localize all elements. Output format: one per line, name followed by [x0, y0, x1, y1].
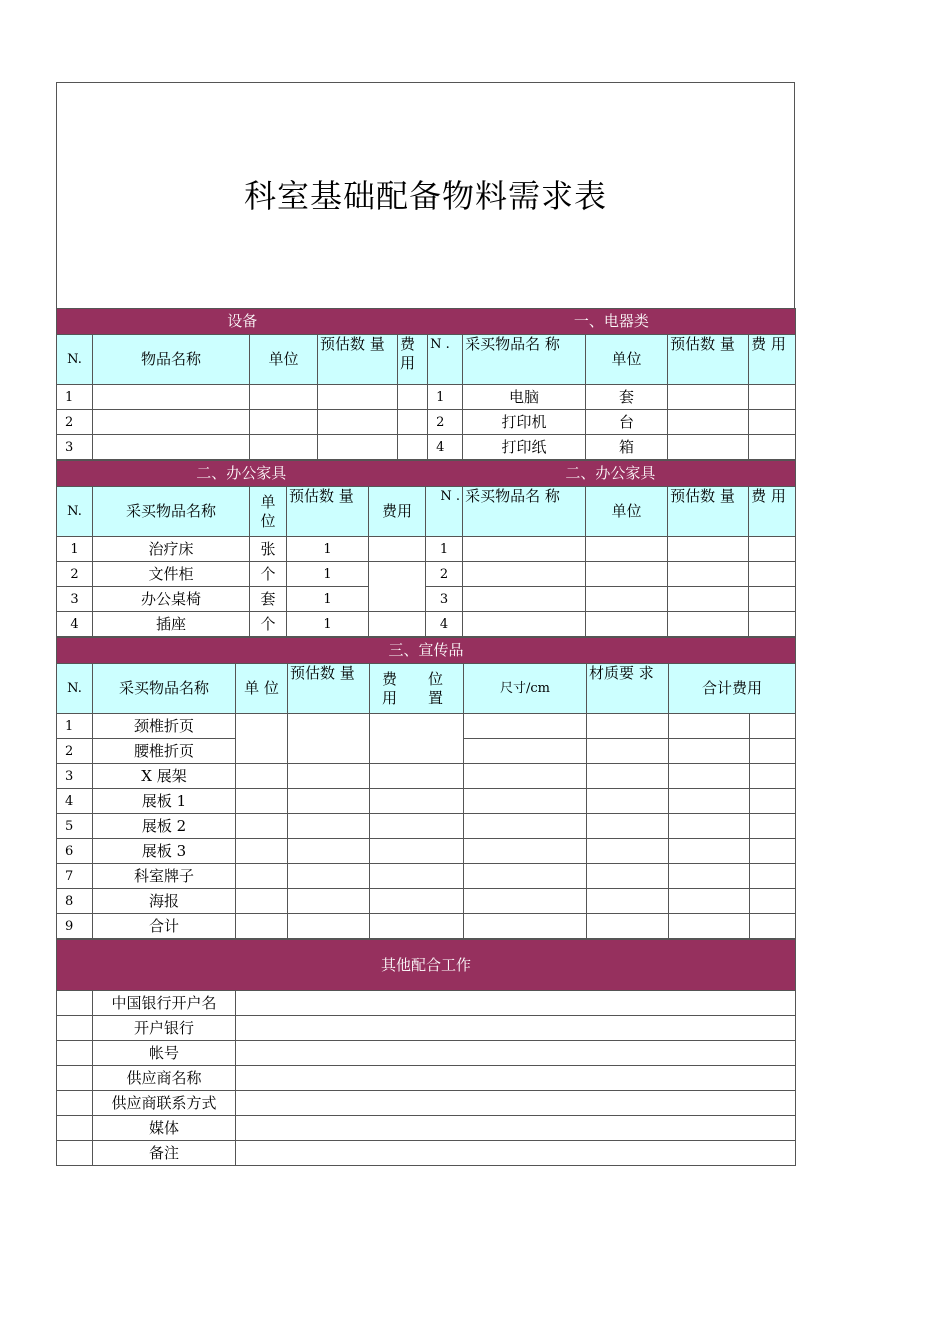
table-row: 2 2 打印机 台 — [57, 410, 796, 435]
field-value — [236, 991, 796, 1016]
col-no-2: N . — [426, 487, 463, 537]
table-row — [57, 1016, 796, 1041]
field-value — [236, 1141, 796, 1166]
col-cost-position — [370, 664, 464, 714]
table-row — [57, 1041, 796, 1066]
promotional-materials-table — [56, 637, 796, 939]
col-cost: 费 用 — [382, 669, 398, 707]
section-band — [57, 309, 796, 335]
col-item-2: 采买物品名 称 — [463, 335, 586, 385]
col-cost: 费 用 — [398, 335, 428, 385]
field-value — [236, 1041, 796, 1066]
field-label: 中国银行开户名 — [93, 991, 236, 1016]
section-title-equipment: 设备 — [57, 309, 428, 335]
col-qty: 预估数 量 — [287, 487, 369, 537]
table-row: 8 海报 — [57, 889, 796, 914]
form-sheet — [56, 82, 795, 1166]
field-label: 媒体 — [93, 1116, 236, 1141]
col-unit-2: 单位 — [586, 487, 668, 537]
col-unit: 单 位 — [250, 487, 287, 537]
field-label: 开户银行 — [93, 1016, 236, 1041]
col-cost: 费用 — [369, 487, 426, 537]
table-row: 2 腰椎折页 — [57, 739, 796, 764]
col-qty: 预估数 量 — [318, 335, 398, 385]
table-row: 7 科室牌子 — [57, 864, 796, 889]
col-size: 尺寸/cm — [464, 664, 587, 714]
col-cost-2: 费 用 — [749, 487, 796, 537]
field-value — [236, 1066, 796, 1091]
other-work-table — [56, 939, 796, 1166]
col-no: N. — [57, 664, 93, 714]
col-qty-2: 预估数 量 — [668, 487, 749, 537]
table-row — [57, 1091, 796, 1116]
col-item: 采买物品名称 — [93, 487, 250, 537]
table-row: 9 合计 — [57, 914, 796, 939]
section-band — [57, 461, 796, 487]
field-value — [236, 1091, 796, 1116]
section-title-promotional: 三、宣传品 — [57, 638, 796, 664]
title-area — [56, 82, 795, 308]
col-cost-2: 费 用 — [749, 335, 796, 385]
table-row: 6 展板 3 — [57, 839, 796, 864]
col-unit-2: 单位 — [586, 335, 668, 385]
section-band — [57, 638, 796, 664]
column-header-row — [57, 487, 796, 537]
field-label: 帐号 — [93, 1041, 236, 1066]
col-item-2: 采买物品名 称 — [463, 487, 586, 537]
table-row: 5 展板 2 — [57, 814, 796, 839]
table-row: 1 颈椎折页 — [57, 714, 796, 739]
table-row — [57, 1116, 796, 1141]
table-row: 1 1 电脑 套 — [57, 385, 796, 410]
page-title: 科室基础配备物料需求表 — [243, 176, 607, 215]
section-title-electrical: 一、电器类 — [428, 309, 796, 335]
section-title-furniture-right: 二、办公家具 — [426, 461, 796, 487]
col-item: 物品名称 — [93, 335, 250, 385]
col-item: 采买物品名称 — [93, 664, 236, 714]
col-position: 位 置 — [428, 669, 444, 707]
col-unit: 单 位 — [236, 664, 288, 714]
field-label: 供应商名称 — [93, 1066, 236, 1091]
table-row: 2 文件柜 个 1 2 — [57, 562, 796, 587]
col-qty: 预估数 量 — [288, 664, 370, 714]
field-value — [236, 1116, 796, 1141]
table-row: 3 X 展架 — [57, 764, 796, 789]
field-value — [236, 1016, 796, 1041]
table-row: 3 办公桌椅 套 1 3 — [57, 587, 796, 612]
table-row: 3 4 打印纸 箱 — [57, 435, 796, 460]
field-label: 供应商联系方式 — [93, 1091, 236, 1116]
col-material: 材质要 求 — [587, 664, 669, 714]
field-label: 备注 — [93, 1141, 236, 1166]
col-total-cost: 合计费用 — [669, 664, 796, 714]
section-band — [57, 940, 796, 991]
section-title-furniture-left: 二、办公家具 — [57, 461, 426, 487]
col-no: N. — [57, 487, 93, 537]
col-no-2: N . — [428, 335, 463, 385]
table-row: 1 治疗床 张 1 1 — [57, 537, 796, 562]
table-row — [57, 991, 796, 1016]
column-header-row — [57, 664, 796, 714]
table-row — [57, 1141, 796, 1166]
office-furniture-table — [56, 460, 796, 637]
table-row: 4 展板 1 — [57, 789, 796, 814]
table-row: 4 插座 个 1 4 — [57, 612, 796, 637]
col-unit: 单位 — [250, 335, 318, 385]
section-title-other: 其他配合工作 — [57, 940, 796, 991]
column-header-row — [57, 335, 796, 385]
table-row — [57, 1066, 796, 1091]
equipment-electrical-table — [56, 308, 796, 460]
col-no: N. — [57, 335, 93, 385]
col-qty-2: 预估数 量 — [668, 335, 749, 385]
